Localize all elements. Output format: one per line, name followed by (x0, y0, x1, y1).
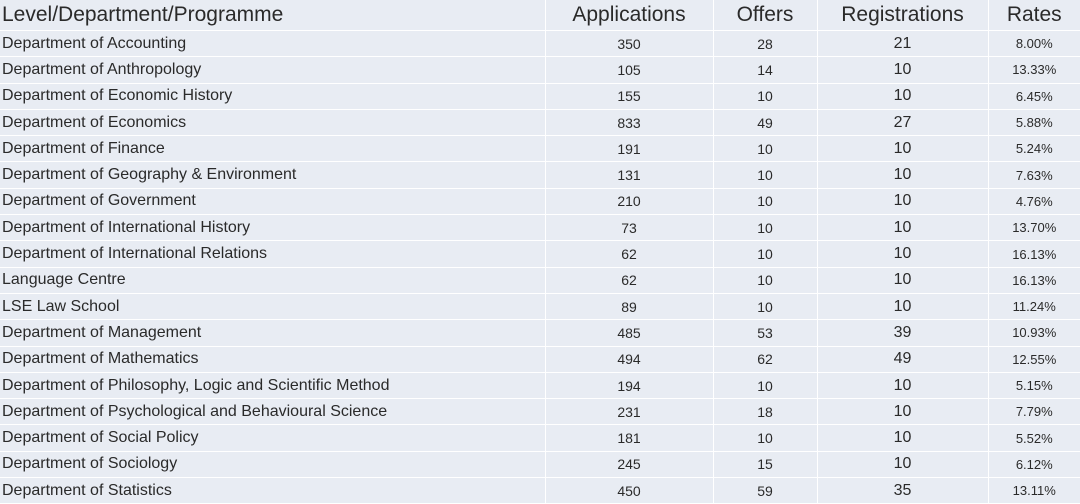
table-row (0, 109, 1080, 135)
cell-registrations: 49 (817, 346, 988, 372)
table-row (0, 136, 1080, 162)
table-row (0, 399, 1080, 425)
table-row (0, 346, 1080, 372)
cell-registrations: 10 (817, 136, 988, 162)
cell-offers: 15 (713, 451, 817, 477)
cell-applications: 245 (545, 451, 713, 477)
header-offers: Offers (713, 0, 817, 31)
cell-department: Department of International Relations (0, 241, 545, 267)
cell-applications: 231 (545, 399, 713, 425)
cell-rate: 16.13% (988, 241, 1080, 267)
cell-department: Department of Statistics (0, 478, 545, 504)
cell-department: Department of Anthropology (0, 57, 545, 83)
cell-applications: 89 (545, 293, 713, 319)
cell-rate: 5.88% (988, 109, 1080, 135)
cell-offers: 28 (713, 31, 817, 57)
cell-registrations: 10 (817, 188, 988, 214)
header-rates: Rates (988, 0, 1080, 31)
cell-department: Department of Philosophy, Logic and Scientific Method (0, 372, 545, 398)
cell-offers: 14 (713, 57, 817, 83)
cell-applications: 73 (545, 215, 713, 241)
cell-offers: 10 (713, 136, 817, 162)
header-registrations: Registrations (817, 0, 988, 31)
cell-rate: 13.70% (988, 215, 1080, 241)
cell-offers: 53 (713, 320, 817, 346)
cell-registrations: 10 (817, 425, 988, 451)
cell-rate: 13.33% (988, 57, 1080, 83)
cell-rate: 5.15% (988, 372, 1080, 398)
table-row (0, 478, 1080, 504)
cell-registrations: 10 (817, 267, 988, 293)
cell-registrations: 10 (817, 399, 988, 425)
cell-registrations: 39 (817, 320, 988, 346)
cell-offers: 62 (713, 346, 817, 372)
table-row (0, 320, 1080, 346)
cell-rate: 4.76% (988, 188, 1080, 214)
cell-applications: 485 (545, 320, 713, 346)
table-row (0, 57, 1080, 83)
cell-registrations: 10 (817, 372, 988, 398)
cell-offers: 10 (713, 241, 817, 267)
cell-offers: 49 (713, 109, 817, 135)
cell-rate: 12.55% (988, 346, 1080, 372)
cell-department: Department of Economic History (0, 83, 545, 109)
cell-department: Department of Finance (0, 136, 545, 162)
cell-rate: 10.93% (988, 320, 1080, 346)
cell-offers: 10 (713, 293, 817, 319)
cell-registrations: 10 (817, 451, 988, 477)
cell-registrations: 10 (817, 162, 988, 188)
cell-registrations: 21 (817, 31, 988, 57)
cell-registrations: 35 (817, 478, 988, 504)
cell-offers: 10 (713, 425, 817, 451)
table-body (0, 31, 1080, 504)
cell-registrations: 27 (817, 109, 988, 135)
table-row (0, 425, 1080, 451)
cell-applications: 105 (545, 57, 713, 83)
cell-department: Department of Sociology (0, 451, 545, 477)
cell-rate: 11.24% (988, 293, 1080, 319)
cell-applications: 494 (545, 346, 713, 372)
cell-applications: 181 (545, 425, 713, 451)
cell-rate: 5.24% (988, 136, 1080, 162)
cell-rate: 6.12% (988, 451, 1080, 477)
cell-department: Department of Geography & Environment (0, 162, 545, 188)
cell-rate: 8.00% (988, 31, 1080, 57)
table-row (0, 31, 1080, 57)
cell-applications: 350 (545, 31, 713, 57)
cell-department: Language Centre (0, 267, 545, 293)
cell-applications: 131 (545, 162, 713, 188)
cell-applications: 155 (545, 83, 713, 109)
table-row (0, 83, 1080, 109)
cell-department: Department of International History (0, 215, 545, 241)
cell-offers: 59 (713, 478, 817, 504)
cell-applications: 191 (545, 136, 713, 162)
cell-department: Department of Management (0, 320, 545, 346)
cell-department: Department of Accounting (0, 31, 545, 57)
table-row (0, 188, 1080, 214)
cell-registrations: 10 (817, 293, 988, 319)
cell-registrations: 10 (817, 83, 988, 109)
cell-offers: 10 (713, 188, 817, 214)
cell-offers: 10 (713, 215, 817, 241)
cell-registrations: 10 (817, 241, 988, 267)
table-row (0, 267, 1080, 293)
header-applications: Applications (545, 0, 713, 31)
cell-department: Department of Mathematics (0, 346, 545, 372)
cell-rate: 16.13% (988, 267, 1080, 293)
cell-rate: 5.52% (988, 425, 1080, 451)
table-row (0, 372, 1080, 398)
cell-applications: 62 (545, 267, 713, 293)
cell-offers: 10 (713, 372, 817, 398)
cell-department: Department of Psychological and Behavioural Science (0, 399, 545, 425)
cell-registrations: 10 (817, 215, 988, 241)
header-department: Level/Department/Programme (0, 0, 545, 31)
cell-offers: 10 (713, 267, 817, 293)
cell-rate: 7.63% (988, 162, 1080, 188)
cell-applications: 194 (545, 372, 713, 398)
cell-applications: 210 (545, 188, 713, 214)
cell-department: Department of Government (0, 188, 545, 214)
table-row (0, 451, 1080, 477)
table-row (0, 215, 1080, 241)
cell-rate: 13.11% (988, 478, 1080, 504)
cell-department: LSE Law School (0, 293, 545, 319)
table-row (0, 241, 1080, 267)
cell-applications: 62 (545, 241, 713, 267)
cell-offers: 18 (713, 399, 817, 425)
table-row (0, 293, 1080, 319)
cell-rate: 6.45% (988, 83, 1080, 109)
cell-department: Department of Economics (0, 109, 545, 135)
cell-offers: 10 (713, 83, 817, 109)
cell-registrations: 10 (817, 57, 988, 83)
cell-offers: 10 (713, 162, 817, 188)
cell-applications: 833 (545, 109, 713, 135)
cell-rate: 7.79% (988, 399, 1080, 425)
cell-department: Department of Social Policy (0, 425, 545, 451)
cell-applications: 450 (545, 478, 713, 504)
header-row (0, 0, 1080, 31)
table-row (0, 162, 1080, 188)
